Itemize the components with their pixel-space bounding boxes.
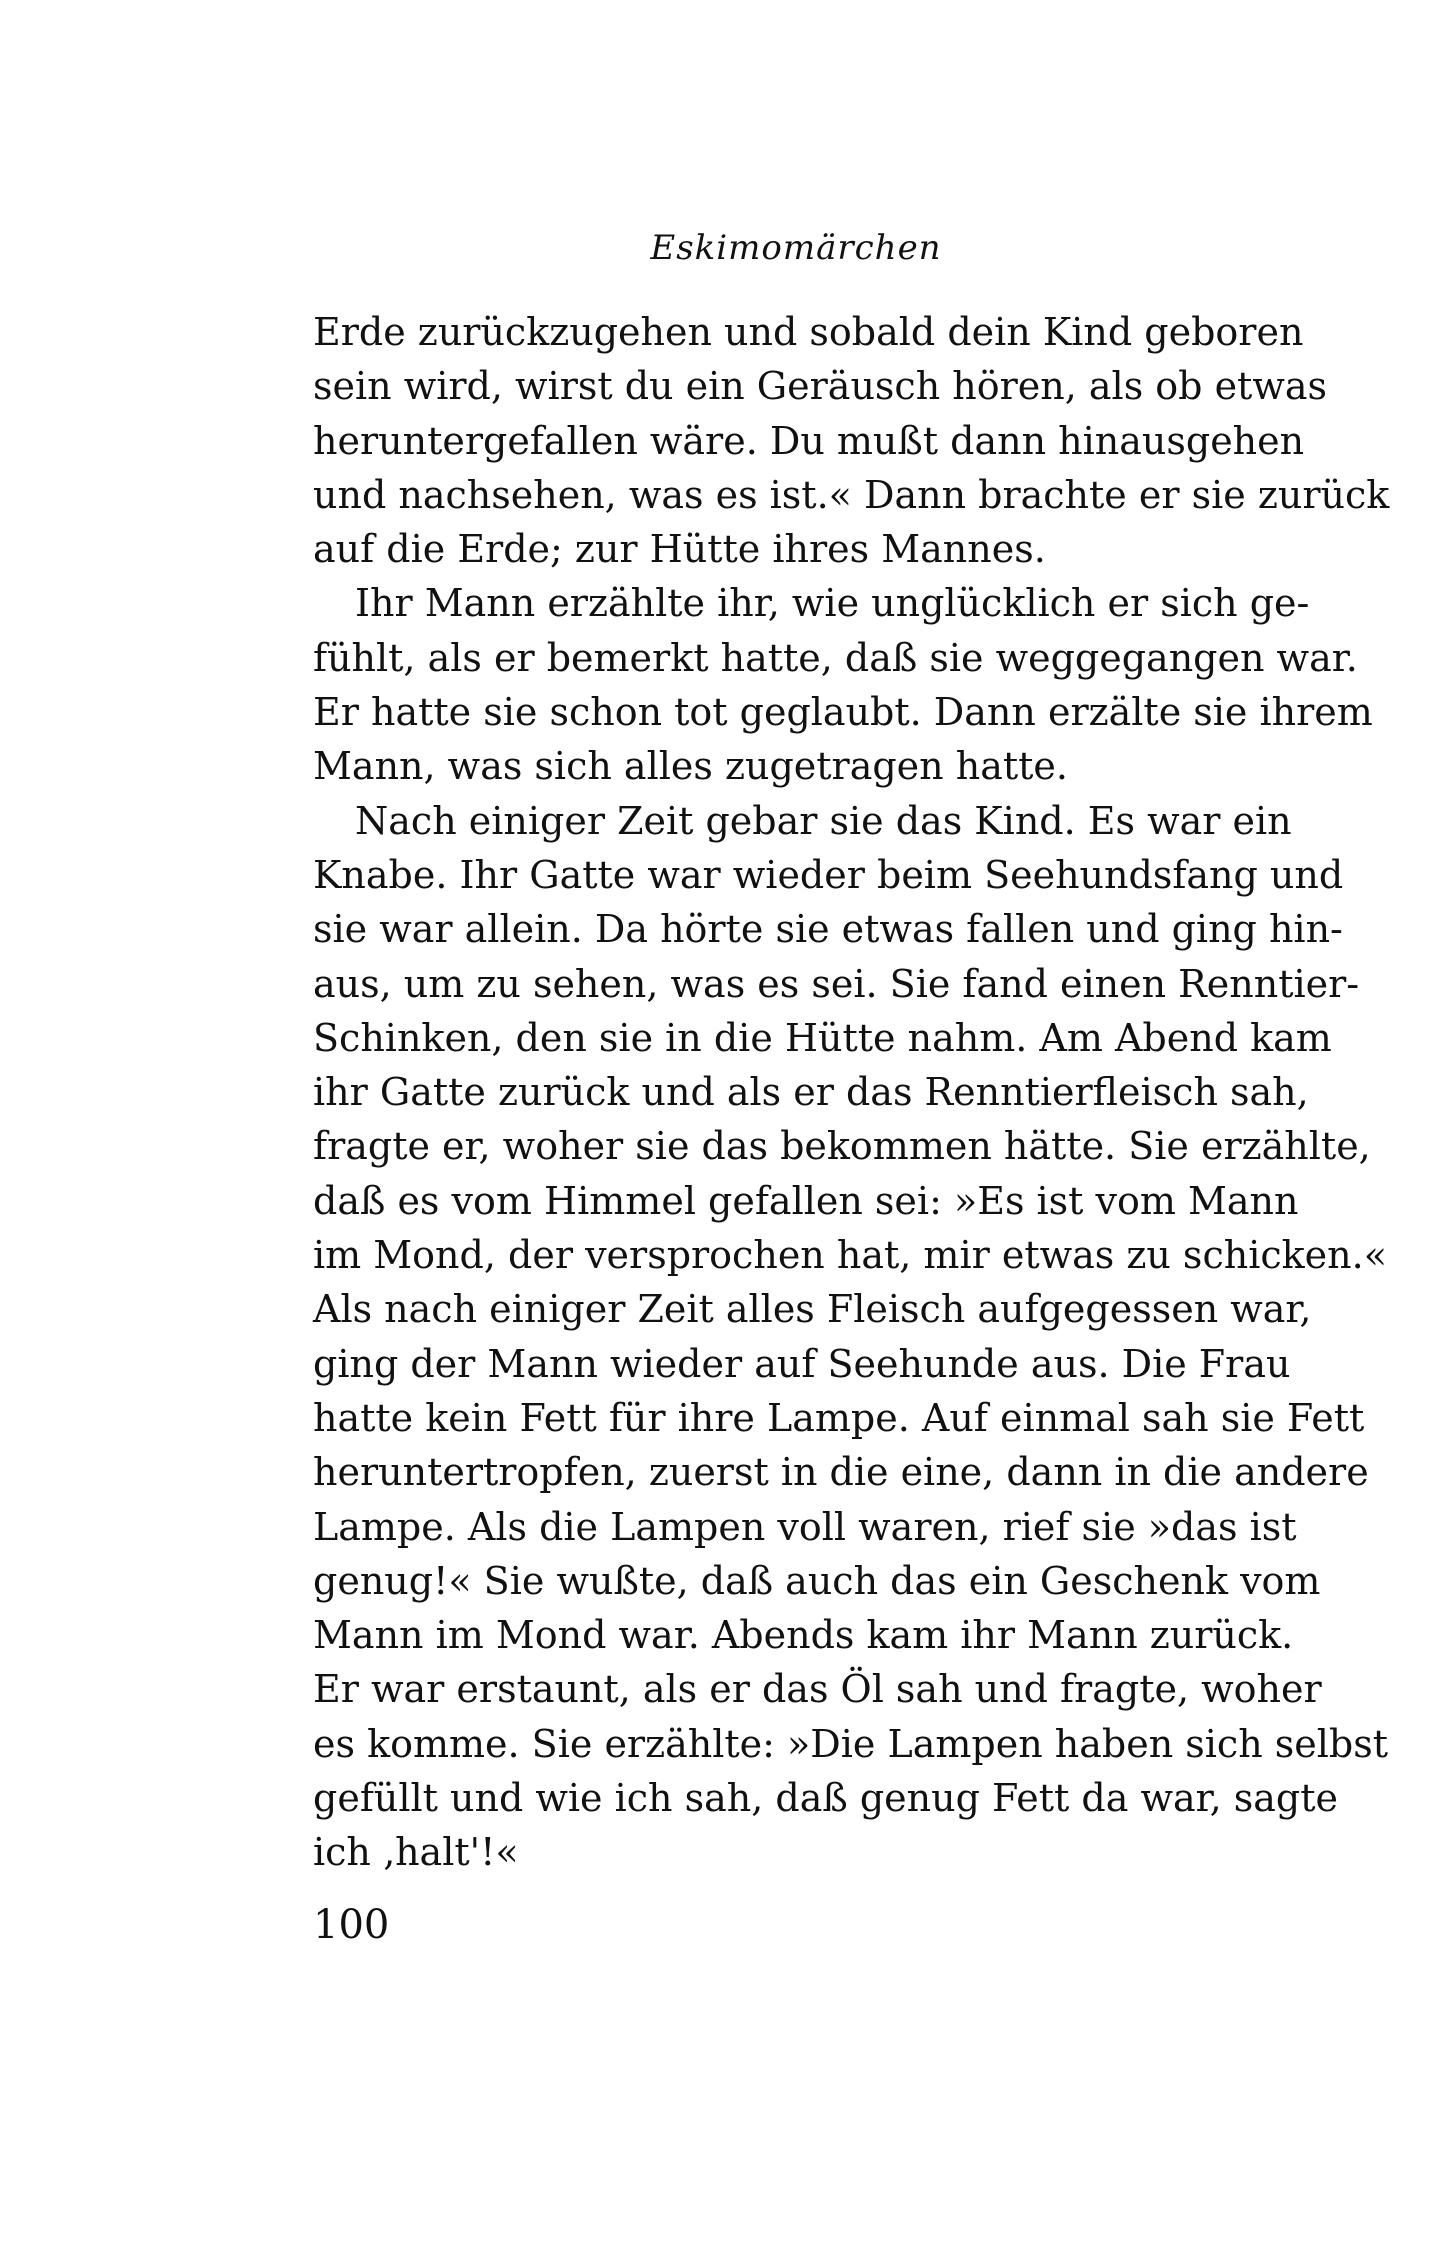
text-line: auf die Erde; zur Hütte ihres Mannes. xyxy=(313,527,1046,572)
text-line: sein wird, wirst du ein Geräusch hören, als ob etwas xyxy=(313,364,1328,409)
text-line: Schinken, den sie in die Hütte nahm. Am Abend kam xyxy=(313,1015,1332,1060)
text-line: Er hatte sie schon tot geglaubt. Dann erzälte sie ihrem xyxy=(313,690,1373,735)
page-number: 100 xyxy=(313,1902,390,1948)
body-text xyxy=(313,305,1390,1880)
running-head: Eskimomärchen xyxy=(650,228,942,268)
text-line: ihr Gatte zurück und als er das Renntierfleisch sah, xyxy=(313,1070,1309,1115)
text-line: im Mond, der versprochen hat, mir etwas zu schicken.« xyxy=(313,1233,1387,1278)
text-line: heruntertropfen, zuerst in die eine, dann in die andere xyxy=(313,1450,1369,1495)
text-line: und nachsehen, was es ist.« Dann brachte er sie zurück xyxy=(313,472,1390,517)
text-line: aus, um zu sehen, was es sei. Sie fand einen Renntier- xyxy=(313,961,1360,1006)
text-line: fragte er, woher sie das bekommen hätte. Sie erzählte, xyxy=(313,1124,1371,1169)
text-line: Lampe. Als die Lampen voll waren, rief sie »das ist xyxy=(313,1504,1297,1549)
text-line: ich ‚halt'!« xyxy=(313,1830,519,1875)
text-line: daß es vom Himmel gefallen sei: »Es ist vom Mann xyxy=(313,1178,1299,1223)
text-line: gefüllt und wie ich sah, daß genug Fett da war, sagte xyxy=(313,1776,1339,1821)
text-line: heruntergefallen wäre. Du mußt dann hinausgehen xyxy=(313,418,1305,463)
text-line: hatte kein Fett für ihre Lampe. Auf einmal sah sie Fett xyxy=(313,1395,1365,1440)
text-line: Ihr Mann erzählte ihr, wie unglücklich er sich ge- xyxy=(355,581,1310,626)
text-line: ging der Mann wieder auf Seehunde aus. Die Frau xyxy=(313,1341,1291,1386)
text-line: es komme. Sie erzählte: »Die Lampen haben sich selbst xyxy=(313,1721,1388,1766)
text-line: Er war erstaunt, als er das Öl sah und fragte, woher xyxy=(313,1667,1322,1712)
text-line: Mann, was sich alles zugetragen hatte. xyxy=(313,744,1068,789)
text-line: Nach einiger Zeit gebar sie das Kind. Es war ein xyxy=(355,798,1292,843)
text-line: fühlt, als er bemerkt hatte, daß sie weggegangen war. xyxy=(313,635,1358,680)
text-line: Mann im Mond war. Abends kam ihr Mann zurück. xyxy=(313,1613,1294,1658)
text-line: genug!« Sie wußte, daß auch das ein Geschenk vom xyxy=(313,1558,1321,1603)
text-line: Als nach einiger Zeit alles Fleisch aufgegessen war, xyxy=(313,1287,1312,1332)
text-line: Knabe. Ihr Gatte war wieder beim Seehundsfang und xyxy=(313,852,1344,897)
text-line: Erde zurückzugehen und sobald dein Kind geboren xyxy=(313,310,1304,354)
text-line: sie war allein. Da hörte sie etwas fallen und ging hin- xyxy=(313,907,1343,952)
